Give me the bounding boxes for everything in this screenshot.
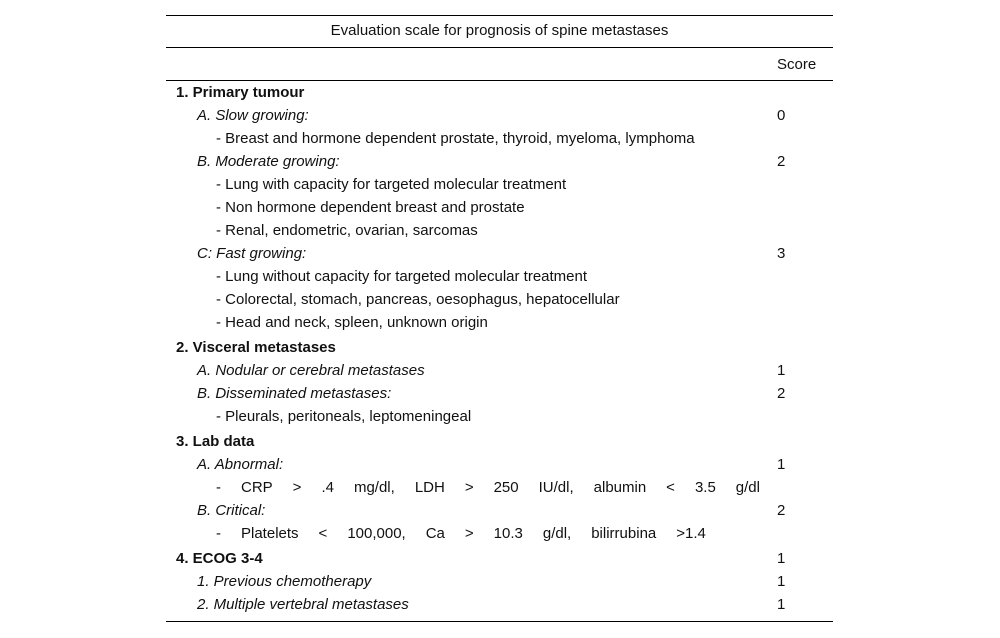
criterion-row-2-2	[166, 383, 833, 405]
criterion-row-3-1-score: 1	[777, 456, 786, 473]
detail-row-1-3-2-label: - Colorectal, stomach, pancreas, oesophagus, hepatocellular	[216, 291, 620, 308]
detail-row-1-3-1-label: - Lung without capacity for targeted molecular treatment	[216, 268, 588, 285]
criterion-row-4-1	[166, 571, 833, 593]
detail-row-1-3-3-label: - Head and neck, spleen, unknown origin	[216, 314, 488, 331]
section-row-1-label: 1. Primary tumour	[176, 84, 305, 101]
detail-row-2-2-1-label: - Pleurals, peritoneals, leptomeningeal	[216, 408, 472, 425]
table-title: Evaluation scale for prognosis of spine metastases	[330, 22, 669, 39]
criterion-row-4-2-score: 1	[777, 596, 786, 613]
criterion-row-1-3	[166, 243, 833, 265]
table-bottom-rule	[166, 621, 833, 622]
criterion-row-1-1-label: A. Slow growing:	[197, 107, 309, 124]
score-column-header: Score	[777, 56, 817, 73]
criterion-row-1-2-label: B. Moderate growing:	[197, 153, 340, 170]
criterion-row-3-2	[166, 500, 833, 522]
detail-row-1-2-2	[166, 197, 833, 219]
table-title-rule	[166, 47, 833, 48]
criterion-row-1-2	[166, 151, 833, 173]
criterion-row-3-1	[166, 454, 833, 476]
criterion-row-4-2	[166, 594, 833, 616]
criterion-row-3-1-label: A. Abnormal:	[197, 456, 284, 473]
detail-row-1-1-1-label: - Breast and hormone dependent prostate, thyroid, myeloma, lymphoma	[216, 130, 695, 147]
detail-row-3-1-1	[166, 477, 833, 499]
criterion-row-2-2-label: B. Disseminated metastases:	[197, 385, 392, 402]
detail-row-3-2-1-label: - Platelets < 100,000, Ca > 10.3 g/dl, bilirrubina >1.4	[216, 525, 706, 542]
section-row-4-score: 1	[777, 550, 786, 567]
detail-row-1-2-3	[166, 220, 833, 242]
criterion-row-3-2-score: 2	[777, 502, 786, 519]
section-row-1	[166, 82, 833, 104]
criterion-row-4-1-label: 1. Previous chemotherapy	[197, 573, 372, 590]
criterion-row-4-1-score: 1	[777, 573, 786, 590]
section-row-2	[166, 337, 833, 359]
detail-row-1-3-2	[166, 289, 833, 311]
criterion-row-2-1-label: A. Nodular or cerebral metastases	[197, 362, 425, 379]
table-top-rule	[166, 15, 833, 16]
criterion-row-2-2-score: 2	[777, 385, 786, 402]
detail-row-1-2-3-label: - Renal, endometric, ovarian, sarcomas	[216, 222, 478, 239]
detail-row-2-2-1	[166, 406, 833, 428]
criterion-row-3-2-label: B. Critical:	[197, 502, 266, 519]
detail-row-1-2-1	[166, 174, 833, 196]
detail-row-1-2-2-label: - Non hormone dependent breast and prostate	[216, 199, 525, 216]
criterion-row-1-2-score: 2	[777, 153, 786, 170]
detail-row-1-1-1	[166, 128, 833, 150]
section-row-4	[166, 548, 833, 570]
detail-row-3-2-1	[166, 523, 833, 545]
criterion-row-2-1-score: 1	[777, 362, 786, 379]
criterion-row-1-1-score: 0	[777, 107, 786, 124]
criterion-row-2-1	[166, 360, 833, 382]
criterion-row-1-3-label: C: Fast growing:	[197, 245, 307, 262]
section-row-3-label: 3. Lab data	[176, 433, 255, 450]
criterion-row-1-1	[166, 105, 833, 127]
section-row-4-label: 4. ECOG 3-4	[176, 550, 263, 567]
criterion-row-4-2-label: 2. Multiple vertebral metastases	[197, 596, 409, 613]
detail-row-1-3-3	[166, 312, 833, 334]
detail-row-1-3-1	[166, 266, 833, 288]
section-row-2-label: 2. Visceral metastases	[176, 339, 336, 356]
criterion-row-1-3-score: 3	[777, 245, 786, 262]
detail-row-1-2-1-label: - Lung with capacity for targeted molecular treatment	[216, 176, 567, 193]
detail-row-3-1-1-label: - CRP > .4 mg/dl, LDH > 250 IU/dl, albumin < 3.5 g/dl	[216, 479, 760, 496]
table-header-rule	[166, 80, 833, 81]
section-row-3	[166, 431, 833, 453]
